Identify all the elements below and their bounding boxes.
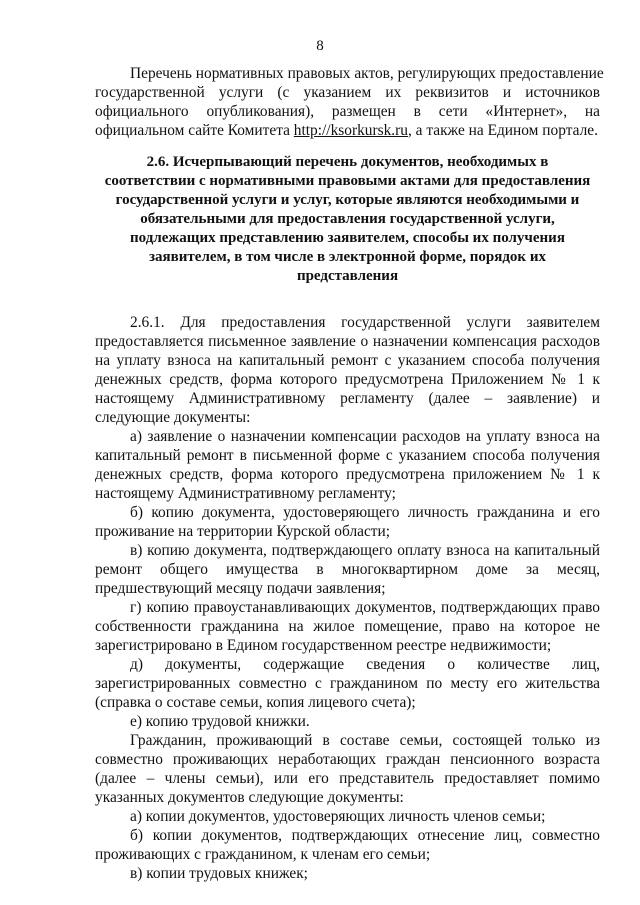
- intro-text: официальном сайте Комитета: [95, 122, 294, 139]
- body-line: б) копии документов, подтверждающих отнесение лиц, совместно: [130, 827, 600, 844]
- body-line: настоящему Административному регламенту;: [95, 485, 396, 502]
- section-heading: обязательными для предоставления государственной услуги,: [140, 211, 555, 227]
- body-line: на уплату взноса на капитальный ремонт с указанием способа получения: [95, 352, 600, 369]
- body-line: зарегистрированных совместно с гражданином по месту его жительства: [95, 675, 600, 692]
- page-number: 8: [316, 38, 324, 54]
- body-line: 2.6.1. Для предоставления государственной услуги заявителем: [130, 314, 600, 331]
- section-heading: государственной услуги и услуг, которые являются необходимыми и: [115, 192, 580, 208]
- body-line: денежных средств, форма которого предусмотрена Приложением № 1 к: [95, 371, 600, 388]
- body-line: б) копию документа, удостоверяющего личность гражданина и его: [130, 504, 600, 521]
- section-heading: соответствии с нормативными правовыми актами для предоставления: [104, 173, 591, 189]
- intro-line: официального опубликования), размещен в сети «Интернет», на: [95, 103, 600, 120]
- intro-line: Перечень нормативных правовых актов, регулирующих предоставление: [130, 65, 604, 82]
- body-line: проживающих с гражданином, к членам его семьи;: [95, 846, 431, 863]
- body-line: а) заявление о назначении компенсации расходов на уплату взноса на: [130, 428, 600, 445]
- body-line: в) копию документа, подтверждающего оплату взноса на капитальный: [130, 542, 600, 559]
- section-heading: подлежащих представлению заявителем, способы их получения: [130, 230, 565, 246]
- body-line: ремонт общего имущества в многоквартирном доме за месяц,: [95, 561, 600, 578]
- body-line: совместно проживающих неработающих граждан пенсионного возраста: [95, 751, 600, 768]
- body-line: е) копию трудовой книжки.: [130, 713, 310, 730]
- committee-website-link[interactable]: http://ksorkursk.ru: [293, 122, 408, 139]
- body-line: зарегистрировано в Едином государственном реестре недвижимости;: [95, 637, 552, 654]
- body-line: а) копии документов, удостоверяющих личность членов семьи;: [130, 808, 546, 825]
- body-line: следующие документы:: [95, 409, 251, 426]
- body-line: предшествующий месяцу подачи заявления;: [95, 580, 386, 597]
- body-line: г) копию правоустанавливающих документов, подтверждающих право: [130, 599, 600, 616]
- body-line: собственности гражданина на жилое помещение, право на которое не: [95, 618, 600, 635]
- section-heading: представления: [296, 268, 399, 284]
- body-line: настоящему Административному регламенту (далее – заявление) и: [95, 390, 600, 407]
- body-line: Гражданин, проживающий в составе семьи, состоящей только из: [130, 732, 600, 749]
- section-heading: 2.6. Исчерпывающий перечень документов, необходимых в: [146, 154, 549, 170]
- body-line: проживание на территории Курской области;: [95, 523, 391, 540]
- body-line: денежных средств, форма которого предусмотрена приложением № 1 к: [95, 466, 600, 483]
- body-line: капитальный ремонт в письменной форме с указанием способа получения: [95, 447, 600, 464]
- body-line: в) копии трудовых книжек;: [130, 865, 308, 882]
- body-line: предоставляется письменное заявление о назначении компенсация расходов: [95, 333, 600, 350]
- section-heading: заявителем, в том числе в электронной форме, порядок их: [149, 249, 546, 265]
- body-line: (справка о составе семьи, копия лицевого счета);: [95, 694, 416, 711]
- body-line: (далее – члены семьи), или его представитель предоставляет помимо: [95, 770, 600, 787]
- intro-line: [95, 121, 600, 140]
- body-line: указанных документов следующие документы:: [95, 789, 404, 806]
- intro-text: , а также на Едином портале.: [407, 122, 598, 139]
- intro-line: государственной услуги (с указанием их реквизитов и источников: [95, 84, 600, 101]
- body-line: д) документы, содержащие сведения о количестве лиц,: [130, 656, 600, 673]
